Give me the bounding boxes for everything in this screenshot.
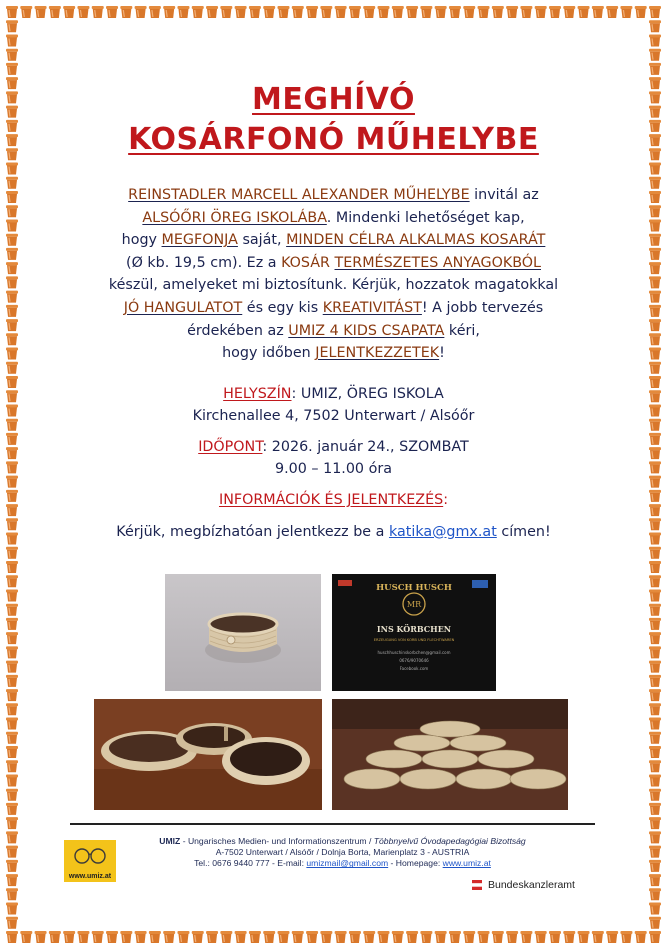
flowerpot-icon bbox=[649, 561, 661, 573]
location-value: : UMIZ, ÖREG ISKOLA bbox=[291, 385, 444, 402]
flowerpot-icon bbox=[6, 860, 18, 872]
flowerpot-icon bbox=[649, 106, 661, 118]
info-block bbox=[40, 489, 627, 511]
footer-divider bbox=[70, 823, 595, 825]
footer-org-text: - Ungarisches Medien- und Informationszentrum / bbox=[180, 836, 374, 846]
flowerpot-icon bbox=[649, 376, 661, 388]
flowerpot-icon bbox=[649, 219, 661, 231]
location-block bbox=[40, 383, 627, 427]
flowerpot-icon bbox=[649, 433, 661, 445]
flowerpot-icon bbox=[6, 703, 18, 715]
flowerpot-icon bbox=[6, 177, 18, 189]
flowerpot-icon bbox=[649, 20, 661, 32]
flowerpot-icon bbox=[120, 6, 132, 18]
location-address: Kirchenallee 4, 7502 Unterwart / Alsóőr bbox=[192, 407, 475, 424]
flowerpot-icon bbox=[6, 533, 18, 545]
flowerpot-icon bbox=[349, 931, 361, 943]
flowerpot-icon bbox=[6, 760, 18, 772]
flowerpot-icon bbox=[649, 789, 661, 801]
flowerpot-icon bbox=[392, 931, 404, 943]
flowerpot-icon bbox=[363, 6, 375, 18]
flowerpot-icon bbox=[6, 34, 18, 46]
flowerpot-icon bbox=[506, 6, 518, 18]
flowerpot-icon bbox=[606, 6, 618, 18]
flowerpot-icon bbox=[649, 404, 661, 416]
flowerpot-icon bbox=[649, 490, 661, 502]
title-line1: MEGHÍVÓ bbox=[252, 82, 415, 117]
text: Kérjük, megbízhatóan jelentkezz be a bbox=[116, 523, 389, 540]
flowerpot-icon bbox=[6, 404, 18, 416]
card-name: INS KÖRBCHEN bbox=[376, 624, 452, 634]
flowerpot-icon bbox=[649, 817, 661, 829]
flowerpot-icon bbox=[649, 689, 661, 701]
footer-email-link[interactable]: umizmail@gmail.com bbox=[306, 858, 389, 869]
flowerpot-icon bbox=[649, 390, 661, 402]
info-text bbox=[40, 521, 627, 543]
flowerpot-icon bbox=[649, 461, 661, 473]
flowerpot-icon bbox=[6, 362, 18, 374]
flowerpot-icon bbox=[6, 348, 18, 360]
flowerpot-icon bbox=[177, 6, 189, 18]
flowerpot-icon bbox=[649, 476, 661, 488]
flowerpot-icon bbox=[563, 6, 575, 18]
flowerpot-icon bbox=[649, 504, 661, 516]
flowerpot-icon bbox=[649, 518, 661, 530]
flowerpot-icon bbox=[6, 433, 18, 445]
flowerpot-icon bbox=[649, 646, 661, 658]
flowerpot-icon bbox=[6, 774, 18, 786]
flowerpot-icon bbox=[6, 262, 18, 274]
flowerpot-icon bbox=[6, 419, 18, 431]
text: és egy kis bbox=[242, 299, 323, 316]
flowerpot-icon bbox=[6, 77, 18, 89]
flowerpot-icon bbox=[6, 219, 18, 231]
card-monogram: MR bbox=[406, 600, 422, 609]
flowerpot-icon bbox=[6, 447, 18, 459]
footer bbox=[115, 836, 570, 870]
basket-phrase: MINDEN CÉLRA ALKALMAS KOSARÁT bbox=[286, 232, 546, 249]
flowerpot-icon bbox=[620, 931, 632, 943]
flowerpot-icon bbox=[649, 774, 661, 786]
flowerpot-icon bbox=[649, 903, 661, 915]
flowerpot-icon bbox=[249, 6, 261, 18]
flowerpot-icon bbox=[192, 931, 204, 943]
flowerpot-icon bbox=[649, 874, 661, 886]
flowerpot-icon bbox=[635, 6, 647, 18]
flowerpot-icon bbox=[435, 6, 447, 18]
flowerpot-icon bbox=[6, 618, 18, 630]
flowerpot-icon bbox=[6, 575, 18, 587]
flowerpot-icon bbox=[6, 49, 18, 61]
flowerpot-icon bbox=[6, 846, 18, 858]
flowerpot-icon bbox=[77, 6, 89, 18]
flowerpot-icon bbox=[578, 931, 590, 943]
footer-hp-label: - Homepage: bbox=[388, 858, 443, 869]
time-value: : 2026. január 24., SZOMBAT bbox=[262, 438, 469, 455]
footer-address: A-7502 Unterwart / Alsóőr / Dolnja Borta, Marienplatz 3 - AUSTRIA bbox=[215, 847, 470, 858]
flowerpot-icon bbox=[35, 6, 47, 18]
card-tagline: ERZEUGUNG VON KORB UND FLECHTWAREN bbox=[373, 638, 455, 642]
flowerpot-icon bbox=[6, 817, 18, 829]
flowerpot-icon bbox=[649, 746, 661, 758]
flowerpot-icon bbox=[649, 262, 661, 274]
flowerpot-icon bbox=[6, 120, 18, 132]
venue-old-school: ALSÓŐRI ÖREG ISKOLÁBA bbox=[142, 209, 327, 226]
flowerpot-icon bbox=[649, 604, 661, 616]
flowerpot-icon bbox=[6, 632, 18, 644]
flowerpot-icon bbox=[649, 718, 661, 730]
card-line-2: 0676/9070646 bbox=[399, 658, 429, 663]
flowerpot-icon bbox=[135, 931, 147, 943]
flowerpot-icon bbox=[135, 6, 147, 18]
flowerpot-icon bbox=[220, 6, 232, 18]
flowerpot-icon bbox=[449, 931, 461, 943]
flowerpot-icon bbox=[649, 547, 661, 559]
flowerpot-icon bbox=[177, 931, 189, 943]
flowerpot-icon bbox=[649, 234, 661, 246]
flowerpot-icon bbox=[6, 831, 18, 843]
flowerpot-icon bbox=[649, 533, 661, 545]
glasses-icon bbox=[64, 840, 116, 870]
flowerpot-icon bbox=[535, 931, 547, 943]
text: hogy bbox=[121, 232, 162, 249]
creativity: KREATIVITÁST bbox=[322, 299, 422, 316]
team-name: UMIZ 4 KIDS CSAPATA bbox=[288, 322, 445, 339]
flowerpot-icon bbox=[235, 931, 247, 943]
flowerpot-icon bbox=[6, 291, 18, 303]
flowerpot-icon bbox=[506, 931, 518, 943]
flowerpot-icon bbox=[6, 106, 18, 118]
flowerpot-icon bbox=[649, 575, 661, 587]
time-label: IDŐPONT bbox=[198, 438, 263, 455]
flowerpot-icon bbox=[6, 789, 18, 801]
basket-word: KOSÁR bbox=[281, 254, 330, 271]
flowerpot-icon bbox=[578, 6, 590, 18]
flowerpot-icon bbox=[6, 689, 18, 701]
flowerpot-icon bbox=[249, 931, 261, 943]
flowerpot-icon bbox=[6, 461, 18, 473]
text: (Ø kb. 19,5 cm). Ez a bbox=[126, 254, 282, 271]
flowerpot-icon bbox=[649, 120, 661, 132]
flowerpot-icon bbox=[649, 675, 661, 687]
flowerpot-icon bbox=[6, 490, 18, 502]
flowerpot-icon bbox=[378, 6, 390, 18]
flowerpot-icon bbox=[649, 661, 661, 673]
flowerpot-icon bbox=[235, 6, 247, 18]
organizer: REINSTADLER MARCELL ALEXANDER MŰHELYBE bbox=[128, 187, 470, 203]
flowerpot-icon bbox=[277, 931, 289, 943]
flowerpot-icon bbox=[420, 931, 432, 943]
flowerpot-icon bbox=[649, 917, 661, 929]
flowerpot-icon bbox=[120, 931, 132, 943]
text: ! A jobb tervezés bbox=[421, 299, 544, 316]
text: invitál az bbox=[469, 187, 539, 203]
info-label: INFORMÁCIÓK ÉS JELENTKEZÉS bbox=[218, 491, 444, 508]
flowerpot-icon bbox=[649, 319, 661, 331]
flowerpot-icon bbox=[6, 518, 18, 530]
flowerpot-icon bbox=[320, 6, 332, 18]
flowerpot-icon bbox=[649, 291, 661, 303]
logo-url: www.umiz.at bbox=[68, 873, 112, 880]
flowerpot-icon bbox=[649, 276, 661, 288]
flowerpot-icon bbox=[649, 618, 661, 630]
flowerpot-icon bbox=[535, 6, 547, 18]
flowerpot-icon bbox=[649, 49, 661, 61]
flowerpot-icon bbox=[649, 134, 661, 146]
flowerpot-icon bbox=[335, 6, 347, 18]
flowerpot-icon bbox=[63, 931, 75, 943]
flowerpot-icon bbox=[649, 148, 661, 160]
flowerpot-icon bbox=[649, 163, 661, 175]
flowerpot-icon bbox=[649, 205, 661, 217]
flowerpot-icon bbox=[6, 63, 18, 75]
photo-baskets-stack bbox=[332, 699, 568, 810]
flowerpot-icon bbox=[6, 20, 18, 32]
flowerpot-icon bbox=[649, 305, 661, 317]
flowerpot-icon bbox=[649, 419, 661, 431]
flowerpot-icon bbox=[649, 931, 661, 943]
flowerpot-icon bbox=[649, 348, 661, 360]
flowerpot-icon bbox=[263, 6, 275, 18]
flowerpot-icon bbox=[649, 846, 661, 858]
flowerpot-icon bbox=[6, 903, 18, 915]
flowerpot-icon bbox=[592, 931, 604, 943]
page-title bbox=[40, 80, 627, 160]
flowerpot-icon bbox=[649, 760, 661, 772]
flowerpot-icon bbox=[406, 931, 418, 943]
flowerpot-icon bbox=[449, 6, 461, 18]
flowerpot-icon bbox=[649, 703, 661, 715]
flowerpot-icon bbox=[6, 661, 18, 673]
text: . Mindenki lehetőséget kap, bbox=[326, 209, 525, 226]
flowerpot-icon bbox=[6, 504, 18, 516]
flowerpot-icon bbox=[163, 931, 175, 943]
flowerpot-icon bbox=[6, 917, 18, 929]
flowerpot-icon bbox=[549, 931, 561, 943]
flowerpot-icon bbox=[620, 6, 632, 18]
flowerpot-icon bbox=[63, 6, 75, 18]
flowerpot-icon bbox=[20, 6, 32, 18]
flowerpot-icon bbox=[649, 63, 661, 75]
good-mood: JÓ HANGULATOT bbox=[123, 299, 243, 316]
text: címen! bbox=[496, 523, 551, 540]
flowerpot-icon bbox=[6, 91, 18, 103]
flowerpot-icon bbox=[649, 333, 661, 345]
flowerpot-icon bbox=[163, 6, 175, 18]
flowerpot-icon bbox=[6, 931, 18, 943]
flowerpot-icon bbox=[6, 604, 18, 616]
flowerpot-icon bbox=[6, 476, 18, 488]
card-line-1: huschhuschinskorbchen@gmail.com bbox=[377, 650, 451, 655]
text: saját, bbox=[237, 232, 287, 249]
flowerpot-icon bbox=[6, 276, 18, 288]
flowerpot-icon bbox=[220, 931, 232, 943]
flowerpot-icon bbox=[206, 6, 218, 18]
flowerpot-icon bbox=[649, 177, 661, 189]
flowerpot-icon bbox=[6, 134, 18, 146]
flowerpot-icon bbox=[6, 390, 18, 402]
flowerpot-icon bbox=[335, 931, 347, 943]
flowerpot-icon bbox=[149, 931, 161, 943]
flowerpot-icon bbox=[49, 6, 61, 18]
flowerpot-icon bbox=[149, 6, 161, 18]
photo-baskets-group bbox=[94, 699, 322, 810]
umiz-logo bbox=[64, 840, 116, 882]
location-label: HELYSZÍN bbox=[223, 385, 292, 402]
flowerpot-icon bbox=[649, 91, 661, 103]
time-hours: 9.00 – 11.00 óra bbox=[275, 460, 392, 477]
flowerpot-icon bbox=[106, 6, 118, 18]
title-line2: KOSÁRFONÓ MŰHELYBE bbox=[128, 122, 539, 157]
flowerpot-icon bbox=[420, 6, 432, 18]
flowerpot-icon bbox=[6, 376, 18, 388]
ministry-name: Bundeskanzleramt bbox=[488, 879, 575, 891]
flowerpot-icon bbox=[263, 931, 275, 943]
flowerpot-icon bbox=[320, 931, 332, 943]
flowerpot-icon bbox=[649, 362, 661, 374]
flowerpot-icon bbox=[363, 931, 375, 943]
register-word: JELENTKEZZETEK bbox=[315, 345, 440, 362]
footer-org-italic: Többnyelvű Óvodapedagógiai Bizottság bbox=[373, 836, 526, 846]
flowerpot-icon bbox=[6, 191, 18, 203]
flowerpot-icon bbox=[6, 234, 18, 246]
flowerpot-icon bbox=[463, 931, 475, 943]
flowerpot-icon bbox=[649, 831, 661, 843]
flowerpot-icon bbox=[635, 931, 647, 943]
footer-org bbox=[115, 836, 570, 847]
intro-paragraph bbox=[40, 184, 627, 365]
flowerpot-icon bbox=[463, 6, 475, 18]
footer-web-link[interactable]: www.umiz.at bbox=[442, 858, 491, 869]
footer-tel: Tel.: 0676 9440 777 - E-mail: bbox=[194, 858, 307, 869]
flowerpot-icon bbox=[106, 931, 118, 943]
flowerpot-icon bbox=[435, 931, 447, 943]
flowerpot-icon bbox=[6, 675, 18, 687]
flowerpot-icon bbox=[192, 6, 204, 18]
text: ! bbox=[439, 345, 445, 362]
flowerpot-icon bbox=[49, 931, 61, 943]
flowerpot-icon bbox=[6, 333, 18, 345]
photo-single-basket bbox=[165, 574, 321, 691]
flowerpot-icon bbox=[77, 931, 89, 943]
flowerpot-icon bbox=[6, 547, 18, 559]
flowerpot-icon bbox=[6, 6, 18, 18]
contact-email-link[interactable]: katika@gmx.at bbox=[388, 523, 497, 540]
flowerpot-icon bbox=[492, 6, 504, 18]
flowerpot-icon bbox=[6, 305, 18, 317]
flowerpot-icon bbox=[563, 931, 575, 943]
flowerpot-icon bbox=[6, 319, 18, 331]
flowerpot-icon bbox=[649, 589, 661, 601]
flowerpot-icon bbox=[6, 874, 18, 886]
flowerpot-icon bbox=[20, 931, 32, 943]
flowerpot-icon bbox=[492, 931, 504, 943]
flowerpot-icon bbox=[406, 6, 418, 18]
flowerpot-icon bbox=[92, 931, 104, 943]
text: készül, amelyeket mi biztosítunk. Kérjük, hozzatok magatokkal bbox=[108, 277, 559, 294]
flowerpot-icon bbox=[306, 6, 318, 18]
info-colon: : bbox=[443, 491, 449, 508]
flowerpot-icon bbox=[206, 931, 218, 943]
flowerpot-icon bbox=[292, 6, 304, 18]
flowerpot-icon bbox=[649, 6, 661, 18]
invitation-content bbox=[40, 80, 627, 543]
flowerpot-icon bbox=[649, 632, 661, 644]
flowerpot-icon bbox=[6, 561, 18, 573]
text: hogy időben bbox=[222, 345, 316, 362]
flowerpot-icon bbox=[6, 589, 18, 601]
flowerpot-icon bbox=[6, 163, 18, 175]
austria-flag-icon bbox=[472, 880, 482, 890]
flowerpot-icon bbox=[35, 931, 47, 943]
flowerpot-icon bbox=[606, 931, 618, 943]
card-line-3: Facebook.com bbox=[399, 666, 429, 671]
flowerpot-icon bbox=[478, 931, 490, 943]
flowerpot-icon bbox=[92, 6, 104, 18]
flowerpot-icon bbox=[649, 803, 661, 815]
flowerpot-icon bbox=[520, 931, 532, 943]
flowerpot-icon bbox=[277, 6, 289, 18]
flowerpot-icon bbox=[649, 860, 661, 872]
text: kéri, bbox=[444, 322, 480, 339]
footer-contacts bbox=[115, 858, 570, 869]
flowerpot-icon bbox=[520, 6, 532, 18]
flowerpot-icon bbox=[649, 732, 661, 744]
card-brand: HUSCH HUSCH bbox=[376, 583, 452, 593]
flowerpot-icon bbox=[649, 888, 661, 900]
flowerpot-icon bbox=[6, 888, 18, 900]
flowerpot-icon bbox=[6, 732, 18, 744]
flowerpot-icon bbox=[6, 646, 18, 658]
flowerpot-icon bbox=[392, 6, 404, 18]
flowerpot-icon bbox=[649, 191, 661, 203]
flowerpot-icon bbox=[6, 803, 18, 815]
flowerpot-icon bbox=[649, 447, 661, 459]
flowerpot-icon bbox=[6, 746, 18, 758]
flowerpot-icon bbox=[6, 205, 18, 217]
natural-materials: TERMÉSZETES ANYAGOKBÓL bbox=[334, 254, 541, 271]
flowerpot-icon bbox=[378, 931, 390, 943]
photo-business-card bbox=[332, 574, 496, 691]
text: érdekében az bbox=[187, 322, 289, 339]
flowerpot-icon bbox=[6, 148, 18, 160]
flowerpot-icon bbox=[349, 6, 361, 18]
flowerpot-icon bbox=[478, 6, 490, 18]
flowerpot-icon bbox=[306, 931, 318, 943]
flowerpot-icon bbox=[649, 248, 661, 260]
flowerpot-icon bbox=[6, 248, 18, 260]
flowerpot-icon bbox=[549, 6, 561, 18]
flowerpot-icon bbox=[6, 718, 18, 730]
flowerpot-icon bbox=[292, 931, 304, 943]
time-block bbox=[40, 436, 627, 480]
flowerpot-icon bbox=[649, 77, 661, 89]
braid-word: MEGFONJA bbox=[161, 232, 238, 249]
flowerpot-icon bbox=[649, 34, 661, 46]
flowerpot-icon bbox=[592, 6, 604, 18]
footer-org-bold: UMIZ bbox=[159, 836, 181, 846]
